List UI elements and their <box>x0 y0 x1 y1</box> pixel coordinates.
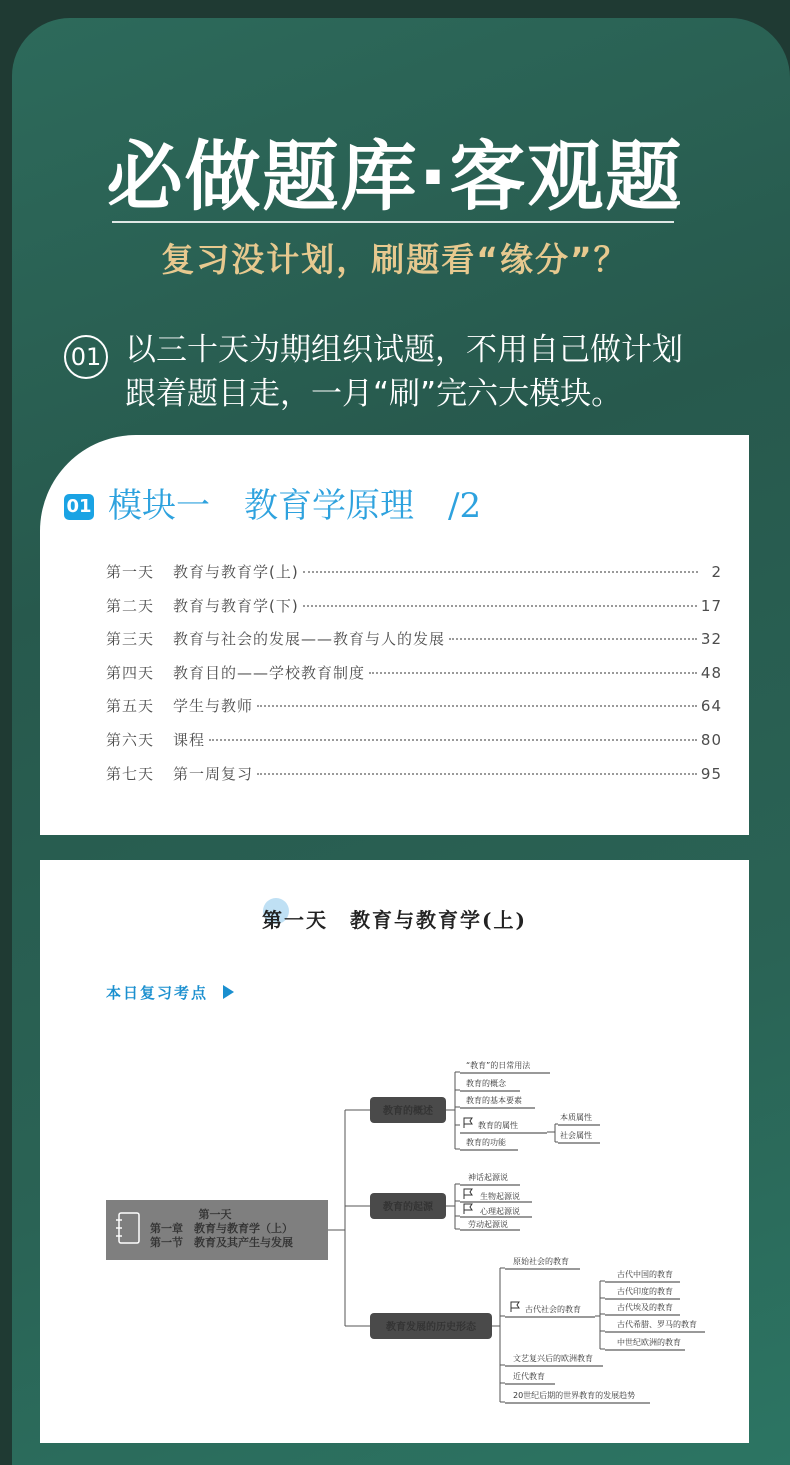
branch-label: 教育发展的历史形态 <box>386 1322 476 1333</box>
toc-page: 64 <box>700 697 722 716</box>
intro-description <box>125 328 765 416</box>
mindmap-leaf: 文艺复兴后的欧洲教育 <box>513 1354 593 1363</box>
toc-row <box>106 729 722 763</box>
mindmap-root-line-3: 第一节 教育及其产生与发展 <box>150 1236 293 1249</box>
mindmap-leaf: 劳动起源说 <box>468 1220 508 1229</box>
review-label: 本日复习考点 <box>106 984 209 1002</box>
mind-map <box>40 860 749 1443</box>
mindmap-root-line-1: 第一天 <box>198 1208 232 1221</box>
toc-leader <box>303 571 698 573</box>
toc-leader <box>209 739 697 741</box>
toc-page: 80 <box>700 730 722 749</box>
toc-day: 第一天 <box>106 563 155 581</box>
mindmap-sub-leaf: 中世纪欧洲的教育 <box>617 1338 681 1347</box>
toc-list <box>106 561 722 796</box>
toc-name: 教育与教育学(上) <box>173 563 299 581</box>
toc-page: 17 <box>700 596 722 615</box>
toc-day: 第二天 <box>106 596 155 615</box>
toc-row <box>106 763 722 797</box>
leaf-underlines <box>505 1269 705 1403</box>
toc-page: 48 <box>700 663 722 682</box>
toc-row <box>106 561 722 595</box>
toc-leader <box>257 773 697 775</box>
toc-day: 第七天 <box>106 764 155 783</box>
toc-card <box>40 435 749 835</box>
day-page-card <box>40 860 749 1443</box>
mindmap-leaf: 神话起源说 <box>468 1173 508 1182</box>
module-title: 模块一 教育学原理 /2 <box>108 486 482 526</box>
intro-line-1: 以三十天为期组织试题，不用自己做计划 <box>125 332 683 368</box>
toc-page: 32 <box>700 630 722 649</box>
mindmap-leaf: 教育的基本要素 <box>466 1096 522 1105</box>
toc-row <box>106 662 722 696</box>
flag-icon <box>464 1204 472 1214</box>
intro-number: 01 <box>64 335 108 379</box>
toc-page: 2 <box>711 563 722 581</box>
module-badge: 01 <box>64 494 94 520</box>
mindmap-leaf: 生物起源说 <box>480 1192 520 1201</box>
toc-name: 教育与教育学(下) <box>173 596 299 615</box>
mindmap-sub-leaf: 古代希腊、罗马的教育 <box>617 1320 697 1329</box>
mindmap-sub-leaf: 古代印度的教育 <box>617 1287 673 1296</box>
toc-name: 教育与社会的发展——教育与人的发展 <box>173 630 446 649</box>
mindmap-leaf: 教育的概念 <box>466 1079 506 1088</box>
toc-row <box>106 628 722 662</box>
toc-day: 第四天 <box>106 663 155 682</box>
day-title: 第一天 教育与教育学(上) <box>262 908 527 932</box>
intro-line-2: 跟着题目走，一月“刷”完六大模块。 <box>125 376 623 412</box>
flag-icon <box>464 1118 472 1128</box>
toc-day: 第五天 <box>106 697 155 716</box>
page-title: 必做题库·客观题 <box>106 132 684 221</box>
mindmap-leaf: 心理起源说 <box>480 1207 520 1216</box>
mindmap-leaf: 教育的属性 <box>478 1121 518 1130</box>
mindmap-leaf: “教育”的日常用法 <box>466 1061 531 1070</box>
toc-name: 教育目的——学校教育制度 <box>173 663 366 682</box>
toc-day: 第三天 <box>106 630 155 649</box>
mindmap-leaf: 近代教育 <box>513 1372 545 1381</box>
page-subtitle: 复习没计划，刷题看“缘分”？ <box>161 240 629 279</box>
toc-name: 第一周复习 <box>173 764 254 783</box>
title-divider <box>112 221 674 223</box>
flag-icon <box>464 1189 472 1199</box>
toc-leader <box>369 672 697 674</box>
mindmap-sub-leaf: 社会属性 <box>560 1131 592 1140</box>
mindmap-leaf: 教育的功能 <box>466 1138 506 1147</box>
toc-name: 课程 <box>173 730 206 749</box>
toc-page: 95 <box>700 764 722 783</box>
mindmap-leaf: 20世纪后期的世界教育的发展趋势 <box>513 1391 636 1400</box>
branch-label: 教育的概述 <box>383 1106 433 1117</box>
mindmap-sub-leaf: 古代中国的教育 <box>617 1270 673 1279</box>
branch-label: 教育的起源 <box>383 1202 433 1213</box>
mindmap-leaf: 原始社会的教育 <box>513 1257 569 1266</box>
toc-leader <box>257 705 697 707</box>
toc-row <box>106 595 722 629</box>
toc-leader <box>449 638 697 640</box>
mindmap-sub-leaf: 本质属性 <box>560 1113 592 1122</box>
flag-icon <box>511 1302 519 1312</box>
mindmap-root-line-2: 第一章 教育与教育学（上） <box>150 1222 293 1235</box>
mindmap-sub-leaf: 古代埃及的教育 <box>617 1303 673 1312</box>
toc-day: 第六天 <box>106 730 155 749</box>
toc-name: 学生与教师 <box>173 697 254 716</box>
toc-leader <box>303 605 697 607</box>
mindmap-leaf: 古代社会的教育 <box>525 1305 581 1314</box>
toc-row <box>106 695 722 729</box>
